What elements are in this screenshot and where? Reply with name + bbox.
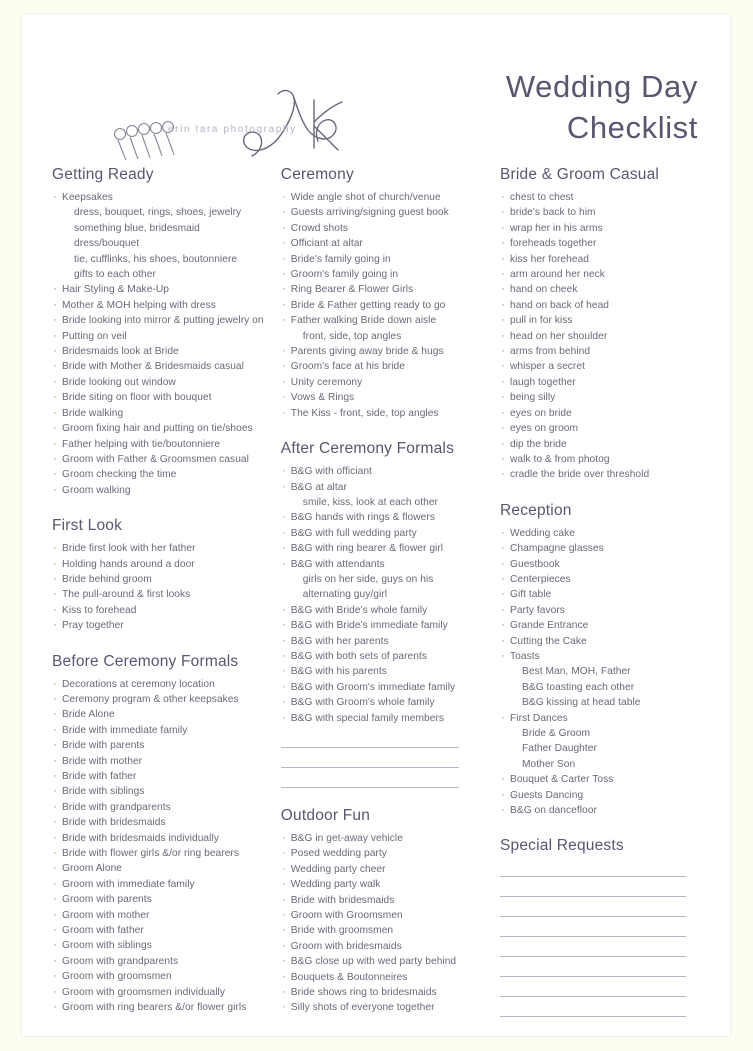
checklist-item[interactable]: · Bride with Mother & Bridesmaids casual — [52, 359, 267, 374]
checklist-item[interactable]: · hand on cheek — [500, 282, 686, 297]
checklist-item[interactable]: · Groom checking the time — [52, 467, 267, 482]
checklist-item[interactable]: B&G toasting each other — [522, 681, 635, 693]
checklist-item[interactable]: · Ring Bearer & Flower Girls — [281, 282, 486, 297]
write-in-line[interactable] — [500, 941, 686, 957]
checklist-item[interactable]: · Wide angle shot of church/venue — [281, 190, 486, 205]
write-in-lines — [281, 732, 486, 788]
checklist-item[interactable]: · wrap her in his arms — [500, 221, 686, 236]
checklist-items — [281, 464, 486, 726]
checklist-item[interactable]: · Wedding party walk — [281, 877, 486, 892]
checklist-item[interactable]: · Toasts — [500, 649, 686, 664]
page-header — [22, 14, 730, 166]
checklist-item[interactable]: · walk to & from photog — [500, 452, 686, 467]
checklist-page — [22, 14, 730, 1036]
checklist-item[interactable]: · Groom walking — [52, 483, 267, 498]
checklist-items — [281, 831, 486, 1016]
page-title-line1: Wedding Day — [505, 69, 698, 104]
checklist-item[interactable]: gifts to each other — [74, 269, 156, 281]
section-heading: Outdoor Fun — [280, 807, 371, 824]
checklist-item[interactable]: · Gift table — [500, 587, 686, 602]
checklist-item[interactable]: · Bride looking into mirror & putting jewelry on — [52, 313, 267, 328]
checklist-item[interactable]: · arm around her neck — [500, 267, 686, 282]
checklist-section — [281, 440, 486, 788]
write-in-line[interactable] — [500, 921, 686, 937]
checklist-item[interactable]: · Bride with father — [52, 769, 267, 784]
checklist-item[interactable]: · foreheads together — [500, 236, 686, 251]
checklist-item[interactable]: · Bride first look with her father — [52, 541, 267, 556]
checklist-section — [52, 517, 267, 633]
checklist-item[interactable]: · Unity ceremony — [281, 375, 486, 390]
page-title-line2: Checklist — [566, 110, 698, 146]
write-in-line[interactable] — [500, 1001, 686, 1017]
checklist-item[interactable]: · Bride walking — [52, 406, 267, 421]
checklist-item[interactable]: Father Daughter — [522, 743, 597, 755]
checklist-item[interactable]: · Bride looking out window — [52, 375, 267, 390]
checklist-item[interactable]: · Groom with siblings — [52, 938, 267, 953]
checklist-items — [52, 541, 267, 633]
write-in-line[interactable] — [500, 961, 686, 977]
section-heading: After Ceremony Formals — [280, 440, 455, 458]
checklist-item[interactable]: · B&G with Bride's whole family — [281, 603, 486, 618]
section-heading: First Look — [52, 517, 123, 535]
checklist-item[interactable]: · pull in for kiss — [500, 313, 686, 328]
checklist-item[interactable]: · B&G with her parents — [281, 634, 486, 649]
checklist-item[interactable]: · Groom with parents — [52, 892, 267, 907]
checklist-item[interactable]: · Bride with grandparents — [52, 800, 267, 815]
checklist-item[interactable]: · Groom's face at his bride — [281, 359, 486, 374]
checklist-item[interactable]: · Bride with bridesmaids — [281, 893, 486, 908]
checklist-item[interactable]: · Bride Alone — [52, 707, 267, 722]
section-heading: Ceremony — [280, 166, 354, 183]
checklist-item[interactable]: · Cutting the Cake — [500, 634, 686, 649]
checklist-item[interactable]: · Groom with Groomsmen — [281, 908, 486, 923]
photographer-logo — [108, 86, 448, 166]
checklist-item[interactable]: · Bride with parents — [52, 738, 267, 753]
checklist-item[interactable]: · B&G with special family members — [281, 711, 486, 726]
checklist-item[interactable]: · Ceremony program & other keepsakes — [52, 692, 267, 707]
checklist-item[interactable]: · Groom Alone — [52, 861, 267, 876]
checklist-item[interactable]: · Officiant at altar — [281, 236, 486, 251]
checklist-item[interactable]: · Parents giving away bride & hugs — [281, 344, 486, 359]
checklist-item[interactable]: · B&G with Groom's whole family — [281, 695, 486, 710]
checklist-item[interactable]: · Champagne glasses — [500, 541, 686, 556]
checklist-item[interactable]: · Groom with father — [52, 923, 267, 938]
checklist-item[interactable]: · Bride shows ring to bridesmaids — [281, 985, 486, 1000]
checklist-section — [52, 166, 267, 498]
checklist-item[interactable]: · B&G with full wedding party — [281, 526, 486, 541]
checklist-item[interactable]: Mother Son — [522, 758, 576, 770]
checklist-item[interactable]: · Pray together — [52, 618, 267, 633]
checklist-item[interactable]: · Decorations at ceremony location — [52, 677, 267, 692]
checklist-item[interactable]: · Hair Styling & Make-Up — [52, 282, 267, 297]
checklist-item[interactable]: · Wedding party cheer — [281, 862, 486, 877]
checklist-item[interactable]: · Silly shots of everyone together — [281, 1000, 486, 1015]
checklist-item[interactable]: · Keepsakes — [52, 190, 267, 205]
checklist-section — [500, 166, 686, 483]
page-title — [506, 66, 698, 148]
checklist-columns — [22, 166, 730, 1036]
checklist-section — [281, 807, 486, 1016]
checklist-item[interactable]: Best Man, MOH, Father — [522, 666, 631, 678]
checklist-item[interactable]: · Groom with mother — [52, 908, 267, 923]
checklist-item[interactable]: smile, kiss, look at each other — [302, 496, 438, 508]
checklist-item[interactable]: dress, bouquet, rings, shoes, jewelry — [74, 207, 242, 219]
write-in-line[interactable] — [281, 772, 459, 788]
checklist-item[interactable]: tie, cufflinks, his shoes, boutonniere — [74, 253, 238, 265]
checklist-item[interactable]: · hand on back of head — [500, 298, 686, 313]
write-in-line[interactable] — [500, 881, 686, 897]
checklist-item[interactable]: · dip the bride — [500, 437, 686, 452]
checklist-item[interactable]: · bride's back to him — [500, 205, 686, 220]
checklist-item[interactable]: · B&G hands with rings & flowers — [281, 510, 486, 525]
checklist-item[interactable]: · Holding hands around a door — [52, 557, 267, 572]
checklist-items — [52, 190, 267, 498]
checklist-item[interactable]: · B&G in get-away vehicle — [281, 831, 486, 846]
checklist-item[interactable]: · B&G at altar — [281, 480, 486, 495]
checklist-item[interactable]: · Groom fixing hair and putting on tie/shoes — [52, 421, 267, 436]
checklist-item[interactable]: · B&G with Groom's immediate family — [281, 680, 486, 695]
section-heading: Reception — [500, 501, 572, 519]
checklist-item[interactable]: · Grande Entrance — [500, 618, 686, 633]
write-in-lines — [500, 861, 686, 1017]
checklist-item[interactable]: · chest to chest — [500, 190, 686, 205]
checklist-item[interactable]: · Posed wedding party — [281, 846, 486, 861]
logo-swirl-icon — [108, 86, 448, 166]
checklist-item[interactable]: · Bouquet & Carter Toss — [500, 772, 686, 787]
checklist-items — [500, 190, 686, 483]
section-heading: Getting Ready — [52, 166, 154, 183]
checklist-column-2 — [281, 166, 500, 1036]
checklist-item[interactable]: · Vows & Rings — [281, 390, 486, 405]
checklist-section — [281, 166, 486, 421]
write-in-line[interactable] — [500, 861, 686, 877]
checklist-item[interactable]: · being silly — [500, 390, 686, 405]
checklist-item[interactable]: · Kiss to forehead — [52, 603, 267, 618]
checklist-item[interactable]: · Bride with bridesmaids individually — [52, 831, 267, 846]
checklist-item[interactable]: · Bride with siblings — [52, 784, 267, 799]
checklist-item[interactable]: · Bride with flower girls &/or ring bearers — [52, 846, 267, 861]
checklist-item[interactable]: · head on her shoulder — [500, 329, 686, 344]
checklist-item[interactable]: · B&G with both sets of parents — [281, 649, 486, 664]
checklist-item[interactable]: · Putting on veil — [52, 329, 267, 344]
checklist-item[interactable]: · Guestbook — [500, 557, 686, 572]
checklist-items — [281, 190, 486, 421]
checklist-item[interactable]: · Groom with immediate family — [52, 877, 267, 892]
checklist-item[interactable]: · Bride with bridesmaids — [52, 815, 267, 830]
checklist-item[interactable]: girls on her side, guys on his — [302, 573, 434, 585]
checklist-item[interactable]: · Groom with bridesmaids — [281, 939, 486, 954]
checklist-section — [500, 502, 686, 819]
section-heading: Before Ceremony Formals — [52, 652, 239, 670]
checklist-item[interactable]: · Groom with groomsmen individually — [52, 985, 267, 1000]
checklist-item[interactable]: Bride & Groom — [522, 728, 591, 739]
checklist-item[interactable]: · Father walking Bride down aisle — [281, 313, 486, 328]
checklist-item[interactable]: · B&G with his parents — [281, 664, 486, 679]
checklist-item[interactable]: · laugh together — [500, 375, 686, 390]
checklist-section — [500, 837, 686, 1017]
checklist-item[interactable]: · whisper a secret — [500, 359, 686, 374]
checklist-item[interactable]: · B&G on dancefloor — [500, 803, 686, 818]
checklist-item[interactable]: · Mother & MOH helping with dress — [52, 298, 267, 313]
checklist-item[interactable]: · The Kiss - front, side, top angles — [281, 406, 486, 421]
checklist-item[interactable]: · Bride behind groom — [52, 572, 267, 587]
section-heading: Bride & Groom Casual — [500, 166, 660, 183]
checklist-item[interactable]: · Bride with mother — [52, 754, 267, 769]
checklist-column-3 — [500, 166, 700, 1036]
checklist-item[interactable]: · Bouquets & Boutonneires — [281, 970, 486, 985]
checklist-item[interactable]: · B&G with attendants — [281, 557, 486, 572]
checklist-item[interactable]: · Bride with groomsmen — [281, 923, 486, 938]
checklist-item[interactable]: · kiss her forehead — [500, 252, 686, 267]
logo-wordmark: erin tara photography — [168, 124, 297, 135]
checklist-item[interactable]: something blue, bridesmaid dress/bouquet — [74, 222, 200, 250]
checklist-item[interactable]: · The pull-around & first looks — [52, 587, 267, 602]
checklist-section — [52, 653, 267, 1016]
checklist-item[interactable]: · Bride's family going in — [281, 252, 486, 267]
write-in-line[interactable] — [500, 981, 686, 997]
checklist-item[interactable]: · Father helping with tie/boutonniere — [52, 437, 267, 452]
checklist-item[interactable]: · Groom with ring bearers &/or flower girls — [52, 1000, 267, 1015]
checklist-item[interactable]: · eyes on groom — [500, 421, 686, 436]
checklist-items — [500, 526, 686, 819]
checklist-item[interactable]: alternating guy/girl — [302, 589, 388, 601]
checklist-item[interactable]: · B&G with ring bearer & flower girl — [281, 541, 486, 556]
checklist-item[interactable]: · Crowd shots — [281, 221, 486, 236]
checklist-item[interactable]: · Groom with Father & Groomsmen casual — [52, 452, 267, 467]
checklist-item[interactable]: · Bridesmaids look at Bride — [52, 344, 267, 359]
checklist-item[interactable]: front, side, top angles — [302, 330, 402, 342]
checklist-item[interactable]: · B&G with Bride's immediate family — [281, 618, 486, 633]
checklist-item[interactable]: · Wedding cake — [500, 526, 686, 541]
checklist-item[interactable]: · Groom's family going in — [281, 267, 486, 282]
checklist-item[interactable]: · B&G with officiant — [281, 464, 486, 479]
checklist-item[interactable]: · Bride with immediate family — [52, 723, 267, 738]
write-in-line[interactable] — [281, 732, 459, 748]
checklist-item[interactable]: · Guests arriving/signing guest book — [281, 205, 486, 220]
checklist-item[interactable]: · cradle the bride over threshold — [500, 467, 686, 482]
checklist-item[interactable]: · Centerpieces — [500, 572, 686, 587]
checklist-item[interactable]: · Guests Dancing — [500, 788, 686, 803]
write-in-line[interactable] — [500, 901, 686, 917]
write-in-line[interactable] — [281, 752, 459, 768]
checklist-items — [52, 677, 267, 1016]
section-heading: Special Requests — [500, 837, 624, 855]
checklist-item[interactable]: · Bride & Father getting ready to go — [281, 298, 486, 313]
checklist-column-1 — [52, 166, 281, 1036]
checklist-item[interactable]: · Party favors — [500, 603, 686, 618]
checklist-item[interactable]: · Groom with groomsmen — [52, 969, 267, 984]
checklist-item[interactable]: · eyes on bride — [500, 406, 686, 421]
checklist-item[interactable]: · Groom with grandparents — [52, 954, 267, 969]
checklist-item[interactable]: · First Dances — [500, 711, 686, 726]
checklist-item[interactable]: · arms from behind — [500, 344, 686, 359]
checklist-item[interactable]: B&G kissing at head table — [522, 697, 641, 709]
checklist-item[interactable]: · Bride siting on floor with bouquet — [52, 390, 267, 405]
checklist-item[interactable]: · B&G close up with wed party behind — [281, 954, 486, 969]
